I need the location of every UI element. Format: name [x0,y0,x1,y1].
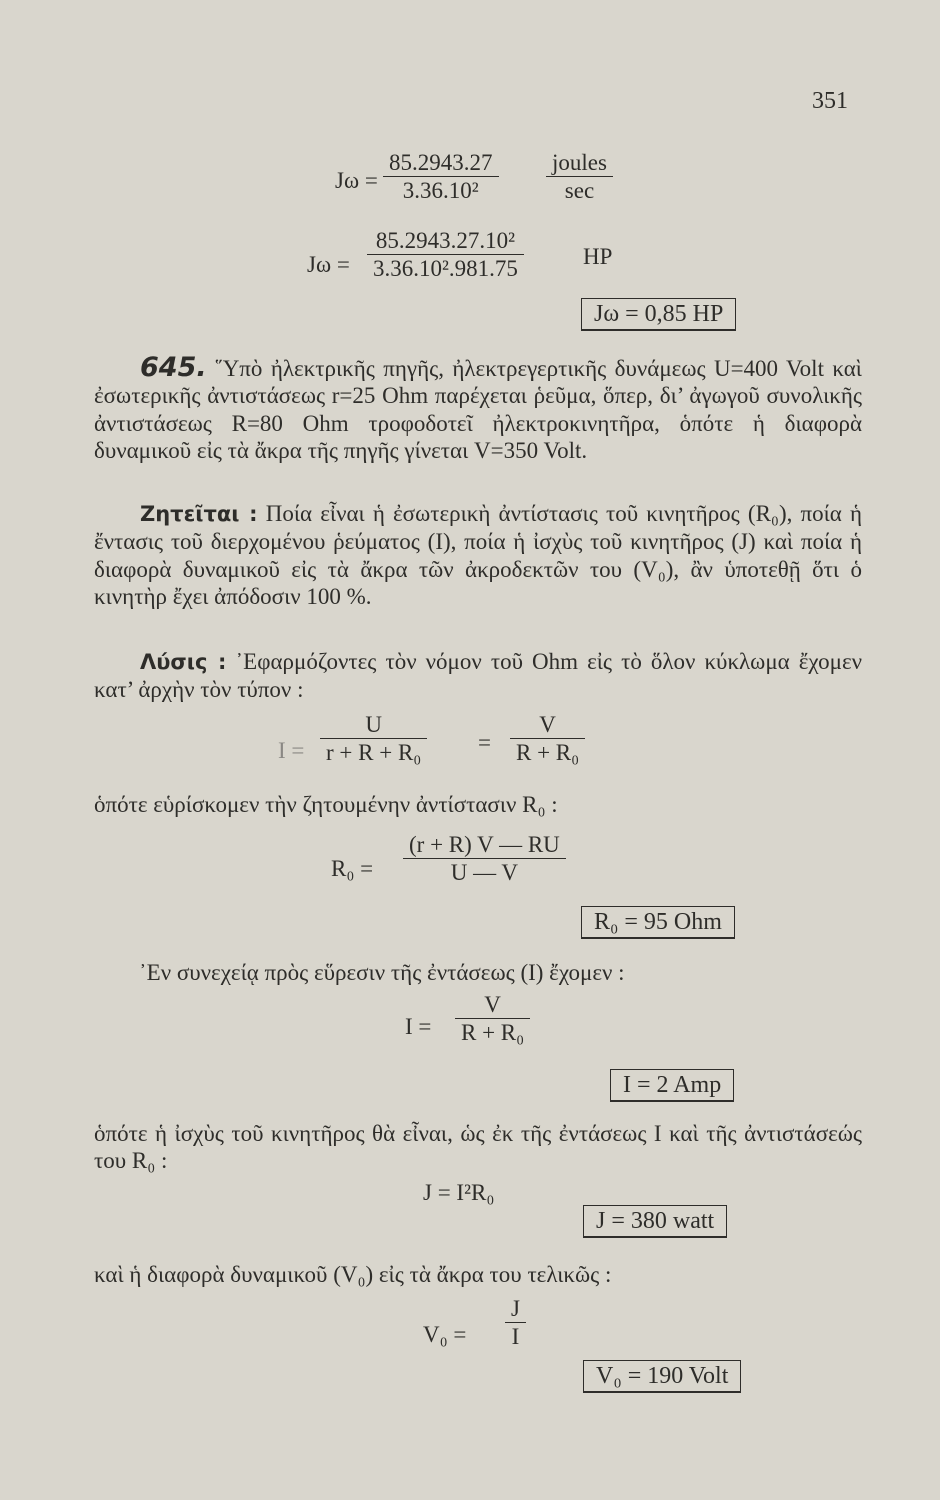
eq4-denominator: U — V [450,860,519,885]
eq3-lhs: I = [278,738,305,763]
eq1-unit-fraction [546,150,613,205]
text-line-j: ὁπότε ἡ ἰσχὺς τοῦ κινητῆρος θὰ εἶναι, ὡς ἐκ τῆς ἐντάσεως I καὶ τῆς ἀντιστάσεώς του R₀ : [94,1121,862,1174]
eq3-numerator-2: V [539,712,556,737]
solution-label: Λύσις : [140,650,227,674]
result-jw-box: Jω = 0,85 HP [581,298,736,331]
eq3-fraction-2 [510,712,585,767]
asked-label: Ζητεῖται : [140,502,258,526]
eq4-fraction [403,832,566,887]
eq1-unit-numerator: joules [552,150,607,175]
result-r0-box: R₀ = 95 Ohm [581,906,735,939]
eq2-lhs: Jω = [307,252,350,277]
problem-number: 645. [140,352,207,383]
eq4-numerator: (r + R) V — RU [409,832,560,857]
eq1-lhs: Jω = [335,168,378,193]
eq3-equals: = [478,730,491,755]
result-j-box: J = 380 watt [583,1205,727,1238]
eq4-lhs: R₀ = [331,856,374,881]
text-line-i: ᾿Εν συνεχείᾳ πρὸς εὕρεσιν τῆς ἐντάσεως (I) ἔχομεν : [139,960,625,985]
eq1-fraction [383,150,499,205]
text-line-v: καὶ ἡ διαφορὰ δυναμικοῦ (V₀) εἰς τὰ ἄκρα του τελικῶς : [94,1262,612,1287]
asked-paragraph [94,500,862,611]
eq1-unit-denominator: sec [564,178,595,203]
solution-text: ᾿Εφαρμόζοντες τὸν νόμον τοῦ Ohm εἰς τὸ ὅλον κύκλωμα ἔχομεν κατ’ ἀρχὴν τὸν τύπον : [94,649,863,703]
eq2-fraction [367,228,524,283]
eq7-fraction [505,1296,526,1351]
eq7-lhs: V₀ = [423,1322,467,1347]
page-number: 351 [812,88,848,114]
eq3-denominator-2: R + R₀ [516,740,580,765]
asked-text: Ποία εἶναι ἡ ἐσωτερικὴ ἀντίστασις τοῦ κινητῆρος (R₀), ποία ἡ ἔντασις τοῦ διερχομένου ῥεύματος (I), ποία ἡ ἰσχὺς τοῦ κινητῆρος (J) καὶ ποία ἡ διαφορὰ δυναμικοῦ εἰς τὰ ἄκρα τῶν ἀκροδεκτῶν του (V₀), ἂν ὑποτεθῇ ὅτι ὁ κινητὴρ ἔχει ἀπόδοσιν 100 %. [94,501,863,610]
eq5-denominator: R + R₀ [461,1020,525,1045]
eq7-denominator: I [511,1324,520,1349]
eq3-numerator-1: U [365,712,382,737]
text-line-r0: ὁπότε εὑρίσκομεν τὴν ζητουμένην ἀντίστασιν R₀ : [94,792,558,817]
result-v0-box: V₀ = 190 Volt [583,1360,741,1393]
problem-paragraph [94,354,862,465]
eq6: J = I²R₀ [423,1180,495,1205]
eq2-numerator: 85.2943.27.10² [375,228,516,253]
eq5-fraction [455,992,530,1047]
problem-text: ῞Yπὸ ἠλεκτρικῆς πηγῆς, ἠλεκτρεγερτικῆς δυνάμεως U=400 Volt καὶ ἐσωτερικῆς ἀντιστάσεως r=25 Ohm παρέχεται ῥεῦμα, ὅπερ, δι’ ἀγωγοῦ συνολικῆς ἀντιστάσεως R=80 Ohm τροφοδοτεῖ ἠλεκτροκινητῆρα, ὁπότε ἡ διαφορὰ δυναμικοῦ εἰς τὰ ἄκρα τῆς πηγῆς γίνεται V=350 Volt. [94,356,862,464]
eq5-numerator: V [484,992,501,1017]
eq1-denominator: 3.36.10² [402,178,479,203]
eq2-unit: HP [583,244,613,269]
eq5-lhs: I = [405,1014,432,1039]
eq7-numerator: J [511,1296,520,1321]
eq2-denominator: 3.36.10².981.75 [373,256,518,281]
result-i-box: I = 2 Amp [610,1069,734,1102]
eq3-fraction-1 [320,712,427,767]
eq1-numerator: 85.2943.27 [389,150,493,175]
solution-paragraph [94,648,862,704]
eq3-denominator-1: r + R + R₀ [326,740,422,765]
